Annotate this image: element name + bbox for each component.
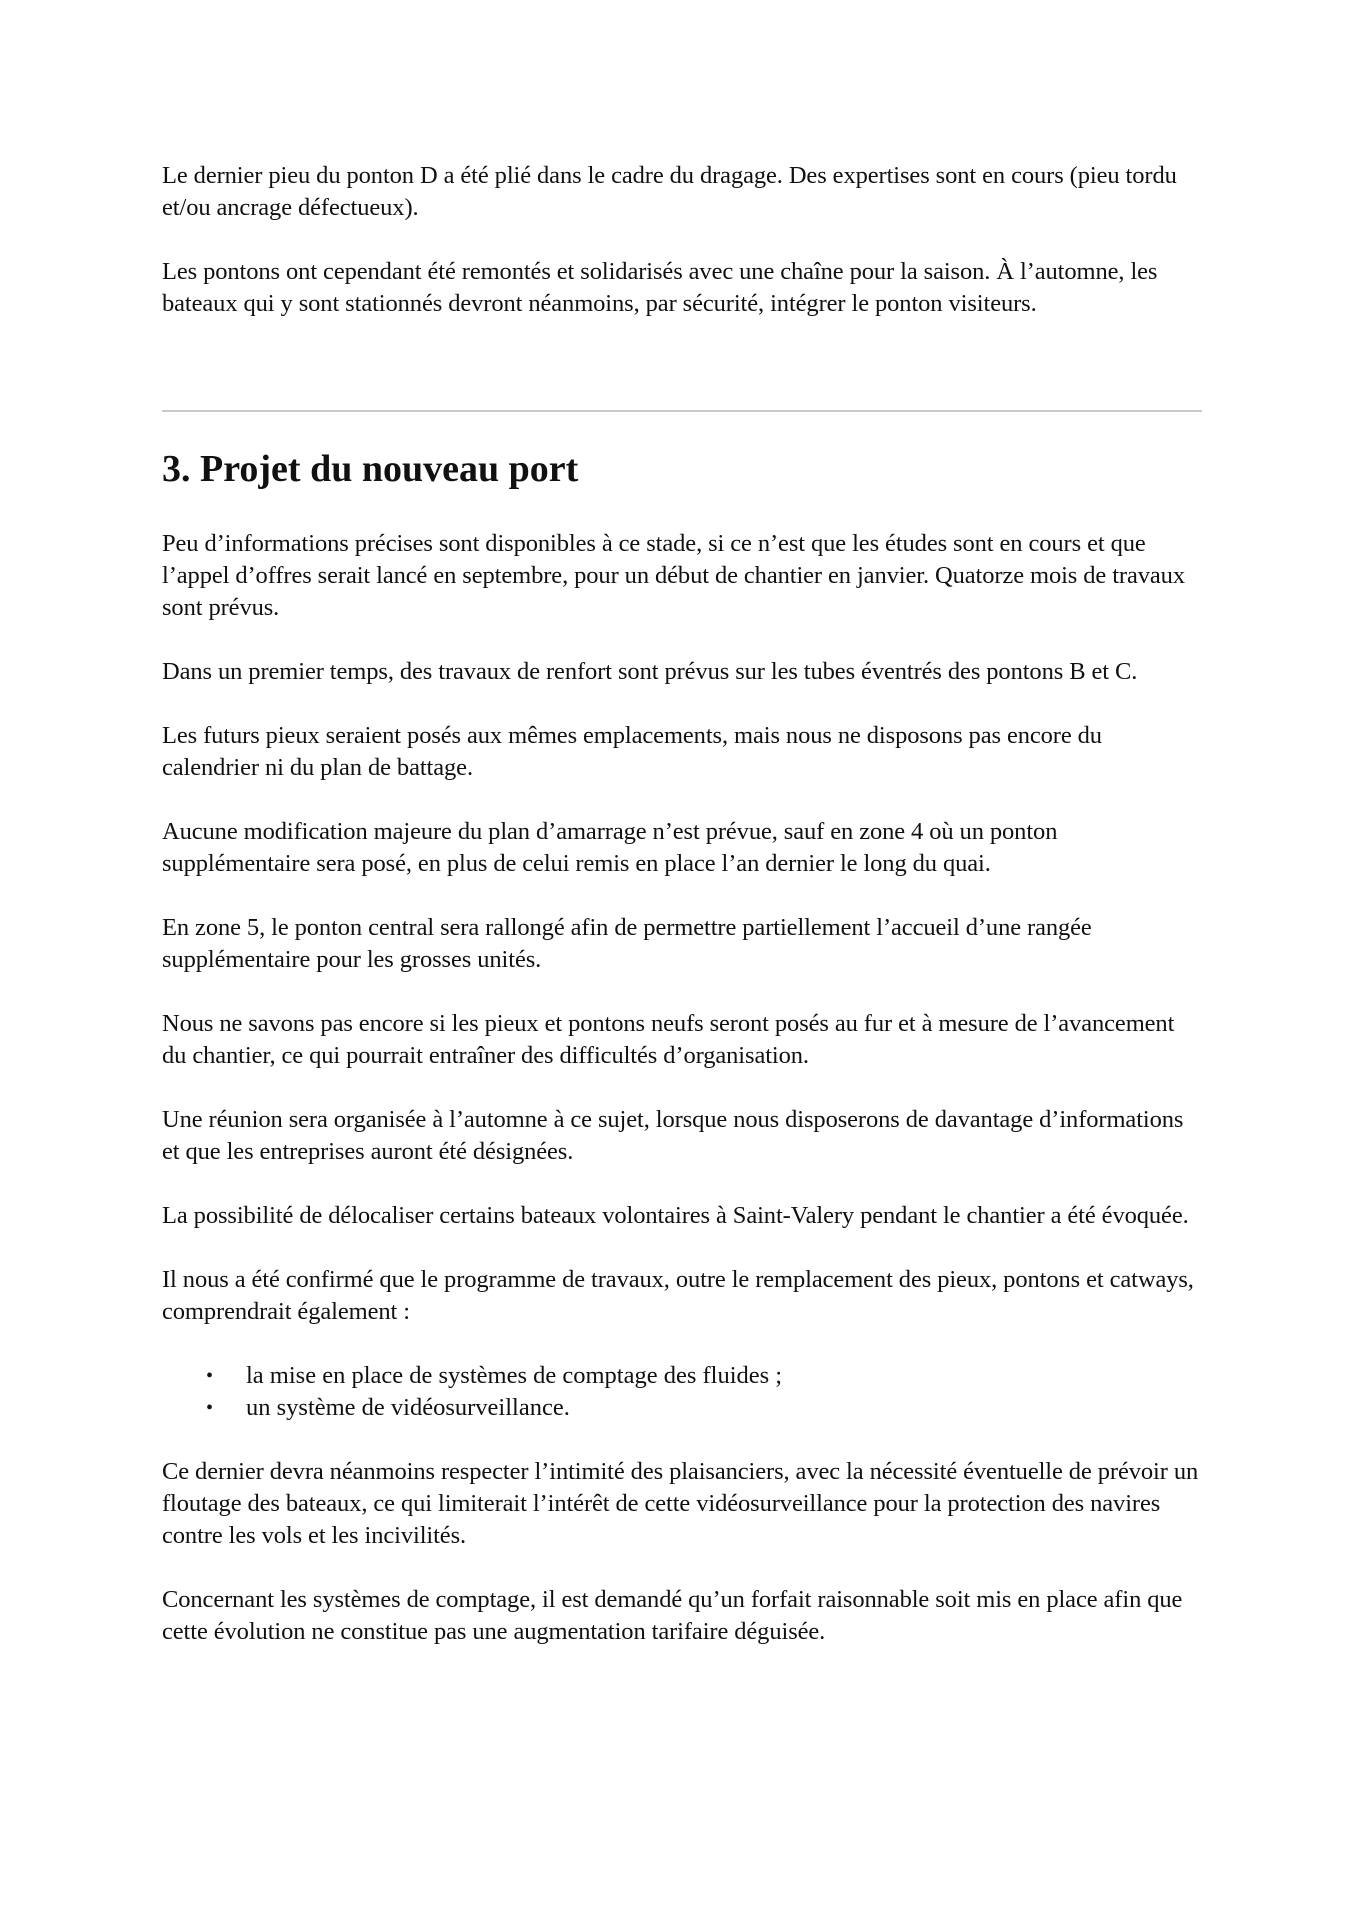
paragraph: Le dernier pieu du ponton D a été plié dans le cadre du dragage. Des expertises sont en cours (pieu tordu et/ou ancrage défectueux). (162, 162, 1177, 221)
paragraph: Nous ne savons pas encore si les pieux et pontons neufs seront posés au fur et à mesure de l’avancement du chantier, ce qui pourrait entraîner des difficultés d’organisation. (162, 1010, 1175, 1069)
paragraph: Aucune modification majeure du plan d’amarrage n’est prévue, sauf en zone 4 où un ponton supplémentaire sera posé, en plus de celui remis en place l’an dernier le long du quai. (162, 818, 1058, 877)
bullet-list (162, 1360, 1202, 1424)
paragraph: La possibilité de délocaliser certains bateaux volontaires à Saint-Valery pendant le chantier a été évoquée. (162, 1202, 1189, 1229)
paragraph: Il nous a été confirmé que le programme de travaux, outre le remplacement des pieux, pontons et catways, comprendrait également : (162, 1266, 1194, 1325)
paragraph: Peu d’informations précises sont disponibles à ce stade, si ce n’est que les études sont en cours et que l’appel d’offres serait lancé en septembre, pour un début de chantier en janvier. Quatorze mois de travaux sont prévus. (162, 530, 1185, 621)
paragraph: Les pontons ont cependant été remontés et solidarisés avec une chaîne pour la saison. À l’automne, les bateaux qui y sont stationnés devront néanmoins, par sécurité, intégrer le ponton visiteurs. (162, 258, 1158, 317)
paragraph: Les futurs pieux seraient posés aux mêmes emplacements, mais nous ne disposons pas encore du calendrier ni du plan de battage. (162, 722, 1102, 781)
bullet-icon: • (206, 1365, 214, 1387)
list-item-text: la mise en place de systèmes de comptage des fluides ; (246, 1362, 783, 1389)
horizontal-divider (162, 410, 1202, 412)
list-item (206, 1360, 1202, 1392)
paragraph: Dans un premier temps, des travaux de renfort sont prévus sur les tubes éventrés des pontons B et C. (162, 658, 1138, 685)
paragraph: Ce dernier devra néanmoins respecter l’intimité des plaisanciers, avec la nécessité éventuelle de prévoir un floutage des bateaux, ce qui limiterait l’intérêt de cette vidéosurveillance pour la protection des navires contre les vols et les incivilités. (162, 1458, 1199, 1549)
intro-block (162, 160, 1202, 320)
list-item-text: un système de vidéosurveillance. (246, 1394, 570, 1421)
bullet-icon: • (206, 1397, 214, 1419)
list-item (206, 1392, 1202, 1424)
paragraph: Concernant les systèmes de comptage, il est demandé qu’un forfait raisonnable soit mis en place afin que cette évolution ne constitue pas une augmentation tarifaire déguisée. (162, 1586, 1183, 1645)
paragraph: En zone 5, le ponton central sera rallongé afin de permettre partiellement l’accueil d’une rangée supplémentaire pour les grosses unités. (162, 914, 1092, 973)
paragraph: Une réunion sera organisée à l’automne à ce sujet, lorsque nous disposerons de davantage d’informations et que les entreprises auront été désignées. (162, 1106, 1184, 1165)
section-body (162, 528, 1202, 1648)
section-heading: 3. Projet du nouveau port (162, 448, 579, 490)
